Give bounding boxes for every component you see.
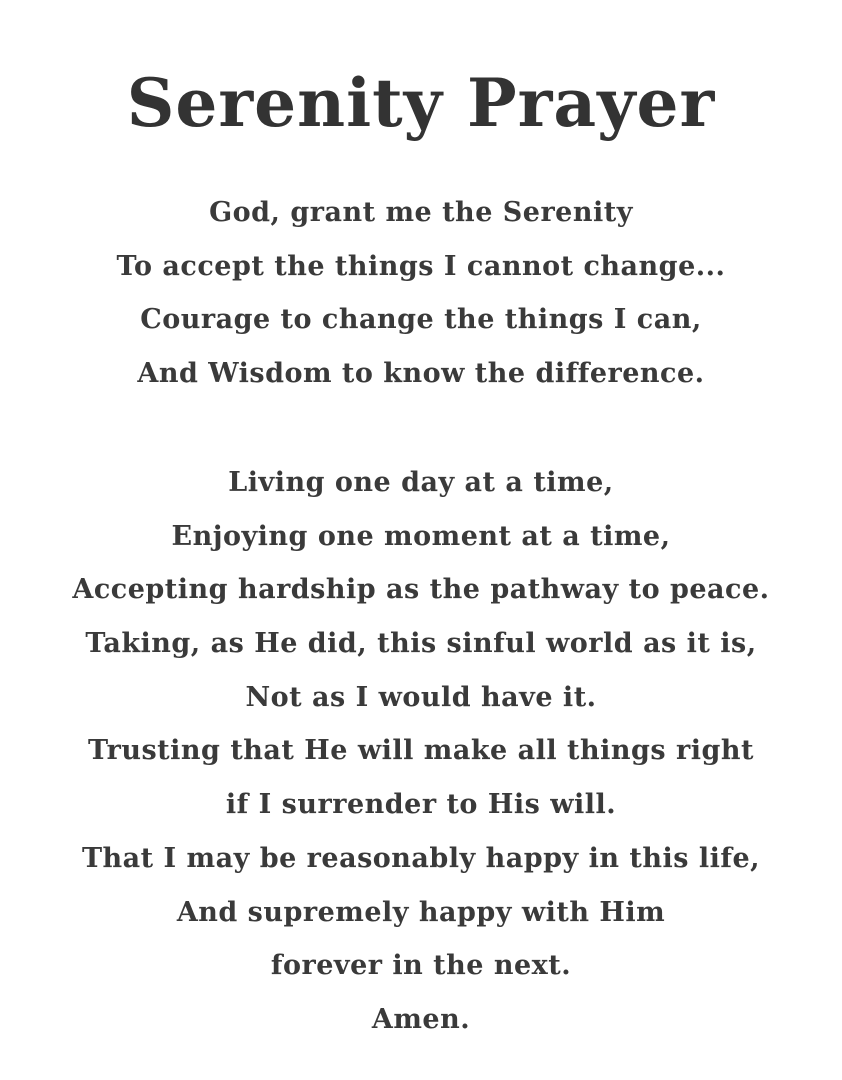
prayer-line: God, grant me the Serenity (209, 197, 633, 228)
prayer-line: And Wisdom to know the difference. (137, 358, 705, 390)
prayer-line: Not as I would have it. (245, 681, 597, 713)
prayer-line: Enjoying one moment at a time, (171, 520, 671, 552)
prayer-line: Courage to change the things I can, (140, 304, 702, 336)
stanza-one (0, 186, 842, 401)
prayer-line: Accepting hardship as the pathway to peace. (72, 574, 770, 606)
prayer-line: Amen. (371, 1003, 471, 1035)
prayer-line: And supremely happy with Him (176, 896, 666, 928)
stanza-two (0, 456, 842, 1047)
prayer-line: if I surrender to His will. (225, 789, 617, 821)
prayer-line: To accept the things I cannot change... (116, 250, 726, 282)
prayer-line: Living one day at a time, (228, 467, 614, 498)
page-title: Serenity Prayer (126, 64, 716, 142)
prayer-line: That I may be reasonably happy in this life, (81, 842, 761, 874)
prayer-line: forever in the next. (270, 950, 572, 982)
prayer-line: Taking, as He did, this sinful world as it is, (85, 628, 757, 660)
prayer-line: Trusting that He will make all things right (88, 735, 754, 767)
